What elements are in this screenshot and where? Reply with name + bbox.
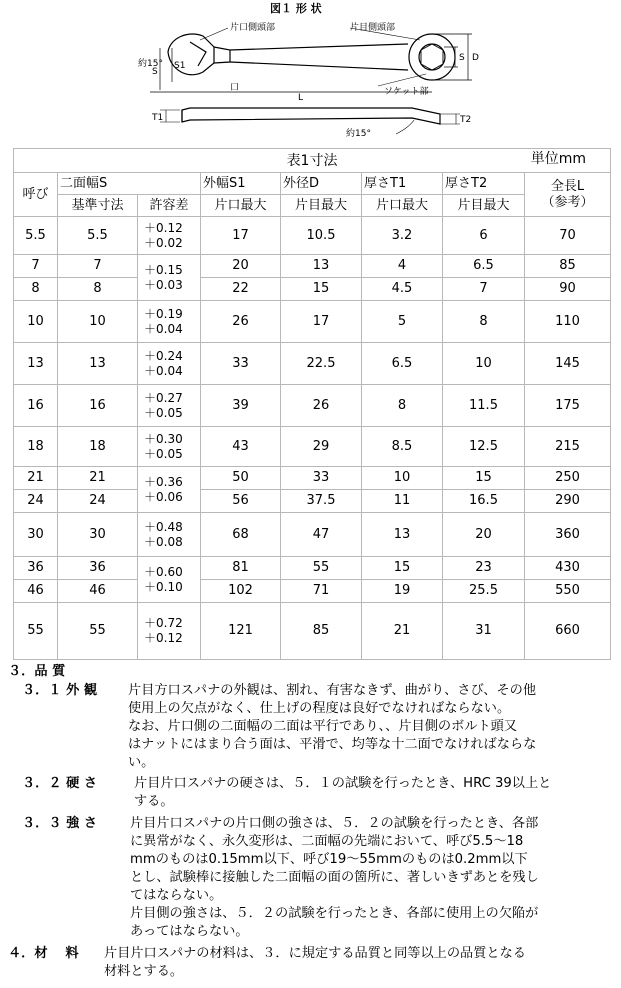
- tol-lower: ＋0.06: [144, 489, 183, 504]
- cell-d: 15: [281, 278, 362, 301]
- label-s: S: [152, 67, 158, 77]
- header-s1: 外幅S1: [201, 173, 281, 195]
- cell-s1: 81: [201, 557, 281, 580]
- cell-nominal: 46: [14, 580, 58, 603]
- label-open-end: 片口側頭部: [230, 23, 276, 33]
- header-d-sub: 片目最大: [281, 195, 362, 217]
- cell-t2: 15: [443, 467, 525, 490]
- cell-t1: 19: [362, 580, 443, 603]
- cell-l: 110: [525, 301, 611, 343]
- header-t2: 厚さT2: [443, 173, 525, 195]
- cell-tolerance: [138, 603, 201, 660]
- strength-line-5: てはならない。: [130, 888, 223, 903]
- cell-tolerance: [138, 513, 201, 557]
- cell-t1: 6.5: [362, 343, 443, 385]
- table-row: [14, 385, 611, 427]
- table-title: 表1寸法: [286, 152, 338, 169]
- label-l: L: [298, 93, 304, 103]
- cell-base: 30: [58, 513, 138, 557]
- section-strength-number: ３．３ 強 さ: [22, 816, 98, 831]
- cell-t2: 8: [443, 301, 525, 343]
- cell-s1: 20: [201, 255, 281, 278]
- strength-line-4: とし、試験棒に接触した二面幅の面の箇所に、著しいきずあとを残し: [130, 870, 539, 885]
- cell-t1: 8.5: [362, 427, 443, 467]
- tol-upper: ＋0.24: [144, 348, 183, 363]
- section-appearance-number: ３．１ 外 観: [22, 683, 98, 698]
- cell-s1: 17: [201, 217, 281, 255]
- tol-lower: ＋0.04: [144, 363, 183, 378]
- table-row: [14, 513, 611, 557]
- label-mouth: 口: [230, 83, 240, 93]
- table-row: [14, 580, 611, 603]
- cell-d: 71: [281, 580, 362, 603]
- cell-t1: 13: [362, 513, 443, 557]
- label-t1: T1: [152, 113, 164, 123]
- cell-t1: 15: [362, 557, 443, 580]
- header-t1: 厚さT1: [362, 173, 443, 195]
- tol-lower: ＋0.05: [144, 405, 183, 420]
- tol-lower: ＋0.04: [144, 321, 183, 336]
- cell-l: 215: [525, 427, 611, 467]
- cell-t2: 20: [443, 513, 525, 557]
- cell-t2: 16.5: [443, 490, 525, 513]
- section-material-number: ４．材 料: [8, 946, 79, 961]
- cell-t1: 4.5: [362, 278, 443, 301]
- label-socket: ソケット部: [384, 87, 429, 97]
- table-row: [14, 557, 611, 580]
- cell-s1: 43: [201, 427, 281, 467]
- handle-top: [230, 44, 408, 50]
- table-row: [14, 278, 611, 301]
- cell-d: 22.5: [281, 343, 362, 385]
- cell-base: 13: [58, 343, 138, 385]
- cell-l: 175: [525, 385, 611, 427]
- cell-t2: 6: [443, 217, 525, 255]
- tol-lower: ＋0.10: [144, 579, 183, 594]
- appearance-line-3: なお、片口側の二面幅の二面は平行であり、、片目側のボルト頭又: [128, 719, 518, 734]
- hardness-line-2: する。: [134, 794, 174, 809]
- label-s-ring: S: [459, 53, 465, 63]
- cell-s1: 102: [201, 580, 281, 603]
- cell-tolerance: [138, 557, 201, 603]
- cell-l: 145: [525, 343, 611, 385]
- cell-nominal: 13: [14, 343, 58, 385]
- cell-t1: 10: [362, 467, 443, 490]
- cell-d: 37.5: [281, 490, 362, 513]
- header-width-base: 基準寸法: [58, 195, 138, 217]
- mouth-cutout: [190, 42, 206, 66]
- cell-l: 660: [525, 603, 611, 660]
- cell-t1: 11: [362, 490, 443, 513]
- section-quality-heading: ３．品 質: [8, 664, 66, 679]
- label-d: D: [472, 53, 479, 63]
- cell-tolerance: [138, 385, 201, 427]
- hardness-line-1: 片目片口スパナの硬さは、５．１の試験を行ったとき、HRC 39以上と: [134, 776, 552, 791]
- cell-t2: 25.5: [443, 580, 525, 603]
- table-row: [14, 255, 611, 278]
- header-t1-sub: 片口最大: [362, 195, 443, 217]
- header-t2-sub: 片目最大: [443, 195, 525, 217]
- strength-line-1: 片目片口スパナの片口側の強さは、５．２の試験を行ったとき、各部: [130, 816, 539, 831]
- material-line-1: 片目片口スパナの材料は、３．に規定する品質と同等以上の品質となる: [104, 946, 526, 961]
- header-l-sub: （参考）: [541, 194, 594, 210]
- cell-base: 16: [58, 385, 138, 427]
- cell-tolerance: [138, 301, 201, 343]
- ring-end-inner: [419, 44, 445, 70]
- cell-tolerance: [138, 343, 201, 385]
- cell-s1: 26: [201, 301, 281, 343]
- header-l: [525, 173, 611, 217]
- cell-l: 430: [525, 557, 611, 580]
- cell-t1: 21: [362, 603, 443, 660]
- cell-nominal: 21: [14, 467, 58, 490]
- cell-d: 55: [281, 557, 362, 580]
- strength-line-7: あってはならない。: [130, 924, 249, 939]
- cell-l: 360: [525, 513, 611, 557]
- cell-l: 70: [525, 217, 611, 255]
- table-row: [14, 343, 611, 385]
- label-angle-left: 約15°: [138, 59, 163, 69]
- strength-line-3: mmのものは0.15mm以下、呼び19～55mmのものは0.2mm以下: [130, 852, 528, 867]
- tol-upper: ＋0.48: [144, 519, 183, 534]
- header-width-tol: 許容差: [138, 195, 201, 217]
- table-row: [14, 301, 611, 343]
- cell-t1: 3.2: [362, 217, 443, 255]
- cell-base: 5.5: [58, 217, 138, 255]
- cell-t2: 11.5: [443, 385, 525, 427]
- appearance-line-4: はナットにはまり合う面は、平滑で、均等な十二面でなければならな: [128, 737, 537, 752]
- header-l-main: 全長L: [550, 178, 585, 194]
- cell-base: 24: [58, 490, 138, 513]
- cell-t2: 31: [443, 603, 525, 660]
- wrench-figure: [0, 0, 621, 148]
- ring-end-outer: [409, 34, 455, 80]
- cell-base: 21: [58, 467, 138, 490]
- cell-nominal: 5.5: [14, 217, 58, 255]
- cell-base: 8: [58, 278, 138, 301]
- table-unit: 単位mm: [530, 151, 587, 167]
- cell-t1: 8: [362, 385, 443, 427]
- tol-upper: ＋0.19: [144, 306, 183, 321]
- cell-s1: 39: [201, 385, 281, 427]
- cell-nominal: 30: [14, 513, 58, 557]
- section-hardness-number: ３．２ 硬 さ: [22, 776, 98, 791]
- cell-base: 7: [58, 255, 138, 278]
- cell-s1: 68: [201, 513, 281, 557]
- cell-nominal: 7: [14, 255, 58, 278]
- cell-d: 26: [281, 385, 362, 427]
- cell-t1: 4: [362, 255, 443, 278]
- cell-nominal: 36: [14, 557, 58, 580]
- material-line-2: 材料とする。: [104, 964, 184, 979]
- tol-upper: ＋0.36: [144, 474, 183, 489]
- strength-line-6: 片目側の強さは、５．２の試験を行ったとき、各部に使用上の欠陥が: [130, 906, 539, 921]
- cell-d: 10.5: [281, 217, 362, 255]
- cell-d: 47: [281, 513, 362, 557]
- tol-lower: ＋0.05: [144, 446, 183, 461]
- side-view-body: [182, 108, 440, 124]
- tol-lower: ＋0.08: [144, 534, 183, 549]
- table-row: [14, 603, 611, 660]
- cell-l: 90: [525, 278, 611, 301]
- table-row: [14, 217, 611, 255]
- tol-upper: ＋0.60: [144, 564, 183, 579]
- cell-s1: 121: [201, 603, 281, 660]
- cell-l: 550: [525, 580, 611, 603]
- cell-d: 33: [281, 467, 362, 490]
- cell-base: 55: [58, 603, 138, 660]
- cell-tolerance: [138, 217, 201, 255]
- cell-t2: 6.5: [443, 255, 525, 278]
- cell-d: 29: [281, 427, 362, 467]
- tol-upper: ＋0.27: [144, 390, 183, 405]
- tol-upper: ＋0.30: [144, 431, 183, 446]
- label-s1: S1: [174, 61, 186, 71]
- cell-d: 17: [281, 301, 362, 343]
- cell-d: 13: [281, 255, 362, 278]
- cell-nominal: 55: [14, 603, 58, 660]
- header-width: 二面幅S: [58, 173, 201, 195]
- handle-bottom: [230, 62, 408, 70]
- cell-t2: 10: [443, 343, 525, 385]
- strength-line-2: に異常がなく、永久変形は、二面幅の先端において、呼び5.5～18: [130, 834, 524, 849]
- cell-tolerance: [138, 427, 201, 467]
- cell-l: 290: [525, 490, 611, 513]
- table-title-row: [14, 149, 611, 173]
- tol-upper: ＋0.12: [144, 220, 183, 235]
- label-ring-end: 片目側頭部: [350, 23, 396, 33]
- tol-upper: ＋0.15: [144, 262, 183, 277]
- cell-base: 10: [58, 301, 138, 343]
- cell-s1: 56: [201, 490, 281, 513]
- cell-t2: 12.5: [443, 427, 525, 467]
- cell-base: 46: [58, 580, 138, 603]
- header-nominal: 呼び: [14, 173, 58, 217]
- label-angle-bottom: 約15°: [346, 129, 371, 139]
- cell-base: 36: [58, 557, 138, 580]
- tol-upper: ＋0.72: [144, 616, 183, 630]
- cell-tolerance: [138, 467, 201, 513]
- cell-base: 18: [58, 427, 138, 467]
- cell-nominal: 24: [14, 490, 58, 513]
- table-row: [14, 490, 611, 513]
- label-t2: T2: [460, 115, 472, 125]
- cell-s1: 33: [201, 343, 281, 385]
- table-row: [14, 467, 611, 490]
- appearance-line-2: 使用上の欠点がなく、仕上げの程度は良好でなければならない。: [128, 701, 511, 716]
- cell-t1: 5: [362, 301, 443, 343]
- cell-nominal: 18: [14, 427, 58, 467]
- tol-lower: ＋0.03: [144, 277, 183, 292]
- wrench-drawing: [0, 0, 621, 148]
- cell-nominal: 8: [14, 278, 58, 301]
- cell-t2: 23: [443, 557, 525, 580]
- appearance-line-1: 片目方口スパナの外観は、割れ、有害なきず、曲がり、さび、その他: [128, 683, 537, 698]
- figure-title: 図１ 形 状: [270, 2, 322, 15]
- cell-nominal: 10: [14, 301, 58, 343]
- header-s1-sub: 片口最大: [201, 195, 281, 217]
- cell-d: 85: [281, 603, 362, 660]
- cell-l: 85: [525, 255, 611, 278]
- appearance-line-5: い。: [128, 755, 155, 770]
- dimension-table: [13, 148, 611, 660]
- cell-l: 250: [525, 467, 611, 490]
- cell-nominal: 16: [14, 385, 58, 427]
- cell-t2: 7: [443, 278, 525, 301]
- tol-lower: ＋0.02: [144, 235, 183, 250]
- tol-lower: ＋0.12: [144, 631, 183, 645]
- cell-s1: 22: [201, 278, 281, 301]
- header-d: 外径D: [281, 173, 362, 195]
- cell-s1: 50: [201, 467, 281, 490]
- cell-tolerance: [138, 255, 201, 301]
- table-row: [14, 427, 611, 467]
